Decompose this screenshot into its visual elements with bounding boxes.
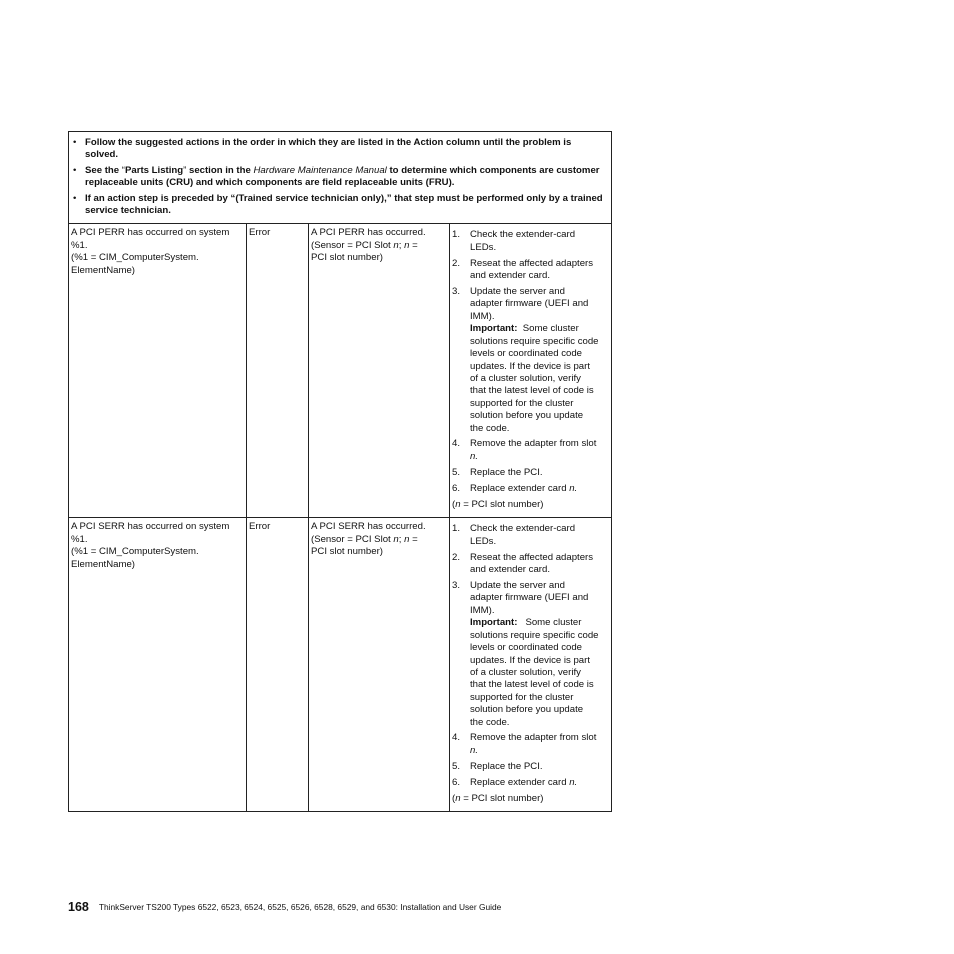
step-text: solutions require specific code <box>470 335 599 347</box>
slot-footnote <box>452 499 608 511</box>
explanation-text: A PCI PERR has occurred. <box>311 227 426 239</box>
note-item <box>71 137 607 162</box>
explanation-fragment: ; <box>398 533 405 545</box>
step-text: updates. If the device is part <box>470 360 590 372</box>
variable-n: n <box>404 239 410 251</box>
step-number: 5. <box>452 760 461 772</box>
step-number: 5. <box>452 466 461 478</box>
step-number: 2. <box>452 257 461 269</box>
explanation-text: PCI slot number) <box>311 546 383 558</box>
page-footer <box>68 900 501 914</box>
step-text: levels or coordinated code <box>470 348 582 360</box>
step-text: Remove the adapter from slot <box>470 438 597 450</box>
notes-row <box>69 132 612 224</box>
important-label: Important: <box>470 323 518 335</box>
message-text: (%1 = CIM_ComputerSystem. <box>71 546 199 558</box>
step-number: 4. <box>452 732 461 744</box>
step-text: adapter firmware (UEFI and <box>470 298 589 310</box>
step-text: LEDs. <box>470 535 497 547</box>
footnote-text: = PCI slot number) <box>460 499 544 511</box>
variable-n: n <box>455 499 461 511</box>
action-step <box>452 580 608 729</box>
step-text: Replace extender card <box>470 776 570 788</box>
variable-n: n. <box>569 482 578 494</box>
explanation-cell <box>309 518 450 812</box>
step-text: and extender card. <box>470 564 551 576</box>
step-number: 3. <box>452 286 461 298</box>
step-number: 1. <box>452 229 461 241</box>
slot-footnote <box>452 793 608 805</box>
severity-text: Error <box>249 227 271 239</box>
variable-n: n <box>393 239 399 251</box>
variable-n: n <box>455 793 461 805</box>
step-text: Some cluster <box>525 617 582 629</box>
explanation-fragment: ; <box>398 239 405 251</box>
step-number: 1. <box>452 523 461 535</box>
step-number: 6. <box>452 776 461 788</box>
action-step <box>452 229 608 254</box>
severity-cell <box>247 518 309 812</box>
action-step <box>452 777 608 789</box>
step-text: supported for the cluster <box>470 397 574 409</box>
event-log-table <box>68 131 612 812</box>
action-step <box>452 552 608 577</box>
step-text: Replace the PCI. <box>470 466 543 478</box>
step-number: 4. <box>452 438 461 450</box>
step-text: the code. <box>470 716 510 728</box>
explanation-fragment: (Sensor = PCI Slot <box>311 239 394 251</box>
explanation-text: A PCI SERR has occurred. <box>311 521 426 533</box>
step-text: Replace the PCI. <box>470 760 543 772</box>
action-step <box>452 483 608 495</box>
step-text: Check the extender-card <box>470 523 576 535</box>
variable-n: n <box>393 533 399 545</box>
step-text: Reseat the affected adapters <box>470 257 594 269</box>
note-quote: ” <box>183 164 187 176</box>
step-text: Some cluster <box>522 323 579 335</box>
action-list <box>452 523 608 789</box>
note-text: See the <box>85 164 122 176</box>
message-text: ElementName) <box>71 558 135 570</box>
step-text: Update the server and <box>470 580 565 592</box>
note-item <box>71 193 607 218</box>
message-cell <box>69 518 247 812</box>
note-text: to determine which components are customer replaceable units (CRU) and which components are field replaceable units (FRU). <box>85 164 600 189</box>
step-text: levels or coordinated code <box>470 642 582 654</box>
step-number: 6. <box>452 482 461 494</box>
step-text: the code. <box>470 422 510 434</box>
note-text: If an action step is preceded by “(Trained service technician only),” that step must be performed only by a trained service technician. <box>85 192 603 217</box>
variable-n: n <box>404 533 410 545</box>
action-step <box>452 523 608 548</box>
severity-cell <box>247 224 309 518</box>
footnote-text: ( <box>452 499 456 511</box>
notes-cell <box>69 132 612 224</box>
step-text: Replace extender card <box>470 482 570 494</box>
action-step <box>452 258 608 283</box>
table-row <box>69 518 612 812</box>
step-text: Remove the adapter from slot <box>470 732 597 744</box>
step-text: and extender card. <box>470 270 551 282</box>
step-text: IMM). <box>470 310 495 322</box>
message-text: (%1 = CIM_ComputerSystem. <box>71 252 199 264</box>
note-text: Follow the suggested actions in the order in which they are listed in the Action column until the problem is solved. <box>85 137 572 161</box>
notes-list <box>71 137 607 217</box>
table-row <box>69 224 612 518</box>
important-label: Important: <box>470 617 518 629</box>
step-text: n. <box>470 450 479 462</box>
explanation-text: PCI slot number) <box>311 252 383 264</box>
note-text: section in the <box>186 164 254 176</box>
step-text: supported for the cluster <box>470 691 574 703</box>
message-text: A PCI SERR has occurred on system %1. <box>71 521 230 545</box>
footer-title: ThinkServer TS200 Types 6522, 6523, 6524, 6525, 6526, 6528, 6529, and 6530: Installation and User Guide <box>98 902 502 912</box>
action-list <box>452 229 608 495</box>
explanation-fragment: (Sensor = PCI Slot <box>311 533 394 545</box>
step-text: updates. If the device is part <box>470 654 590 666</box>
message-cell <box>69 224 247 518</box>
step-text: adapter firmware (UEFI and <box>470 592 589 604</box>
note-text: Parts Listing <box>125 164 184 176</box>
action-step <box>452 732 608 757</box>
note-item <box>71 165 607 190</box>
explanation-fragment: = <box>409 239 418 251</box>
footnote-text: ( <box>452 793 456 805</box>
step-text: of a cluster solution, verify <box>470 666 581 678</box>
action-step <box>452 286 608 435</box>
step-text: Update the server and <box>470 286 565 298</box>
explanation-cell <box>309 224 450 518</box>
action-step <box>452 438 608 463</box>
message-text: A PCI PERR has occurred on system %1. <box>71 227 230 251</box>
step-text: Check the extender-card <box>470 229 576 241</box>
step-number: 3. <box>452 580 461 592</box>
message-text: ElementName) <box>71 264 135 276</box>
explanation-fragment: = <box>409 533 418 545</box>
action-step <box>452 761 608 773</box>
step-text: Reseat the affected adapters <box>470 551 594 563</box>
footnote-text: = PCI slot number) <box>460 793 544 805</box>
step-text: n. <box>470 744 479 756</box>
step-text: solution before you update <box>470 704 584 716</box>
step-text: IMM). <box>470 604 495 616</box>
action-cell <box>450 518 612 812</box>
variable-n: n. <box>569 776 578 788</box>
step-text: that the latest level of code is <box>470 679 594 691</box>
explanation-text <box>311 534 446 546</box>
step-text: that the latest level of code is <box>470 385 594 397</box>
step-text: LEDs. <box>470 241 497 253</box>
important-note <box>470 323 608 335</box>
action-cell <box>450 224 612 518</box>
step-text: solution before you update <box>470 410 584 422</box>
page-number: 168 <box>68 900 89 914</box>
step-text: of a cluster solution, verify <box>470 372 581 384</box>
note-quote: “ <box>121 164 125 176</box>
step-text: solutions require specific code <box>470 629 599 641</box>
explanation-text <box>311 240 446 252</box>
manual-title: Hardware Maintenance Manual <box>253 164 387 176</box>
important-note <box>470 617 608 629</box>
severity-text: Error <box>249 521 271 533</box>
action-step <box>452 467 608 479</box>
step-number: 2. <box>452 551 461 563</box>
